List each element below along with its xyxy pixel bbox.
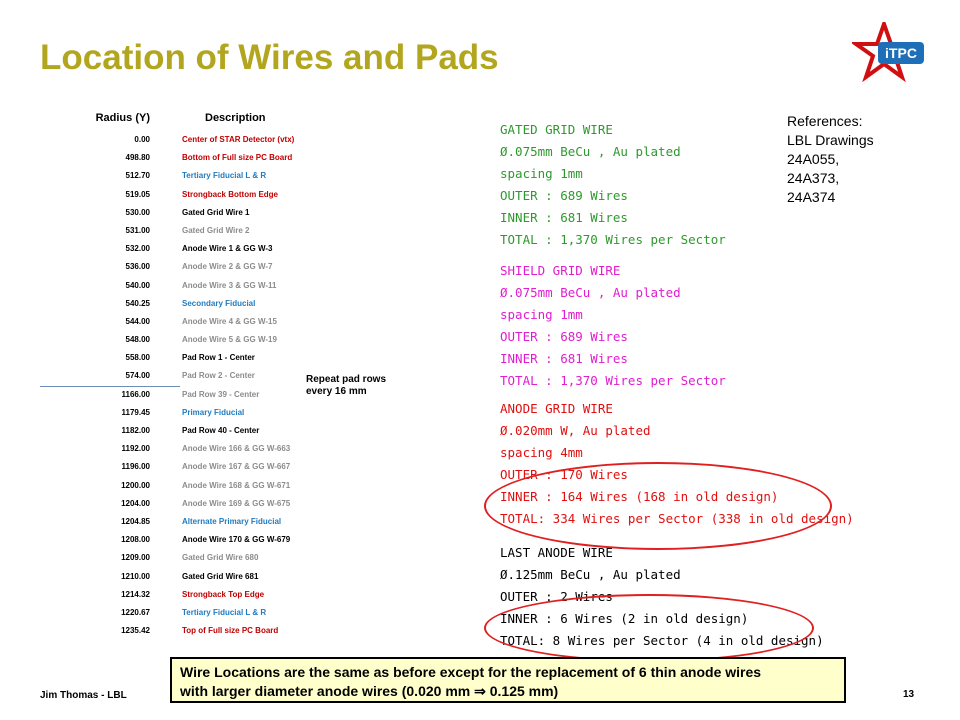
spec-line: SHIELD GRID WIRE (500, 263, 621, 278)
description-value: Primary Fiducial (182, 407, 245, 417)
itpc-star-logo (852, 22, 932, 82)
table-row (60, 476, 390, 494)
radius-value: 1209.00 (121, 553, 150, 563)
table-row (60, 166, 390, 184)
note-line: with larger diameter anode wires (0.020 mm ⇒ 0.125 mm) (180, 683, 559, 699)
radius-value: 1210.00 (121, 571, 150, 581)
highlight-ellipse-last-anode (484, 594, 814, 662)
spec-line: spacing 1mm (500, 307, 583, 322)
table-row (60, 421, 390, 439)
repeat-note (306, 374, 386, 398)
radius-value: 558.00 (125, 353, 150, 363)
radius-value: 512.70 (125, 171, 150, 181)
radius-value: 1214.32 (121, 589, 150, 599)
spec-line: INNER : 6 Wires (2 in old design) (500, 611, 749, 626)
description-value: Top of Full size PC Board (182, 626, 279, 636)
logo-text: iTPC (885, 45, 917, 61)
spec-line: TOTAL: 8 Wires per Sector (4 in old design) (500, 633, 824, 648)
table-row (60, 312, 390, 330)
radius-value: 0.00 (134, 135, 150, 144)
radius-value: 1204.85 (121, 516, 150, 526)
radius-value: 530.00 (125, 207, 150, 217)
references-line: 24A374 (787, 189, 836, 205)
spec-line: LAST ANODE WIRE (500, 545, 613, 560)
table-row (60, 457, 390, 475)
spec-line: TOTAL : 1,370 Wires per Sector (500, 232, 726, 247)
spec-line: INNER : 681 Wires (500, 351, 628, 366)
references-line: References: (787, 113, 863, 129)
note-line: Wire Locations are the same as before except for the replacement of 6 thin anode wires (180, 664, 762, 680)
page-number: 13 (903, 689, 915, 700)
description-value: Gated Grid Wire 1 (182, 207, 250, 217)
description-value: Alternate Primary Fiducial (182, 516, 282, 526)
radius-value: 1235.42 (121, 626, 150, 636)
table-row (60, 294, 390, 312)
references (787, 112, 874, 207)
description-value: Anode Wire 167 & GG W-667 (182, 462, 291, 472)
radius-value: 519.05 (125, 189, 150, 199)
table-row (60, 621, 390, 639)
description-value: Strongback Top Edge (182, 589, 265, 599)
description-value: Gated Grid Wire 681 (182, 571, 259, 581)
highlight-ellipse-anode (484, 462, 832, 550)
spec-line: INNER : 164 Wires (168 in old design) (500, 489, 779, 504)
description-value: Center of STAR Detector (vtx) (182, 135, 295, 144)
description-value: Anode Wire 3 & GG W-11 (182, 280, 277, 290)
description-value: Anode Wire 2 & GG W-7 (182, 262, 273, 272)
description-value: Bottom of Full size PC Board (182, 153, 293, 163)
table-row (60, 585, 390, 603)
table-row (60, 203, 390, 221)
table-row (60, 276, 390, 294)
table-row (60, 330, 390, 348)
references-line: 24A373, (787, 170, 840, 186)
table-row (60, 494, 390, 512)
spec-line: INNER : 681 Wires (500, 210, 628, 225)
spec-line: spacing 1mm (500, 166, 583, 181)
radius-value: 1208.00 (121, 535, 150, 545)
table-header (60, 110, 390, 130)
table-row (60, 348, 390, 366)
radius-value: 1166.00 (121, 389, 150, 399)
gated-grid-wire-spec (500, 119, 726, 251)
table-separator (40, 386, 180, 387)
description-value: Secondary Fiducial (182, 298, 256, 308)
radius-value: 532.00 (125, 244, 150, 254)
radius-value: 536.00 (125, 262, 150, 272)
radius-value: 574.00 (125, 371, 150, 381)
radius-value: 1196.00 (121, 462, 150, 472)
spec-line: OUTER : 689 Wires (500, 329, 628, 344)
radius-value: 1200.00 (121, 480, 150, 490)
table-row (60, 530, 390, 548)
spec-line: TOTAL : 1,370 Wires per Sector (500, 373, 726, 388)
radius-value: 1182.00 (121, 426, 150, 435)
page-title: Location of Wires and Pads (40, 38, 499, 77)
description-value: Pad Row 1 - Center (182, 353, 255, 363)
description-value: Anode Wire 5 & GG W-19 (182, 335, 277, 345)
spec-line: TOTAL: 334 Wires per Sector (338 in old design) (500, 511, 854, 526)
description-value: Gated Grid Wire 2 (182, 225, 250, 235)
description-value: Tertiary Fiducial L & R (182, 607, 267, 617)
table-row (60, 403, 390, 421)
spec-line: GATED GRID WIRE (500, 122, 613, 137)
spec-line: OUTER : 170 Wires (500, 467, 628, 482)
repeat-note-line: every 16 mm (306, 386, 367, 397)
table-row (60, 603, 390, 621)
spec-line: Ø.125mm BeCu , Au plated (500, 567, 681, 582)
table-row (60, 257, 390, 275)
description-value: Strongback Bottom Edge (182, 189, 279, 199)
spec-line: OUTER : 2 Wires (500, 589, 613, 604)
radius-value: 1220.67 (121, 607, 150, 617)
header-radius: Radius (Y) (95, 112, 150, 124)
description-value: Tertiary Fiducial L & R (182, 171, 267, 181)
table-row (60, 130, 390, 148)
description-value: Anode Wire 169 & GG W-675 (182, 498, 291, 508)
table-row (60, 567, 390, 585)
table-row (60, 439, 390, 457)
spec-line: Ø.075mm BeCu , Au plated (500, 285, 681, 300)
table-row (60, 148, 390, 166)
table-row (60, 239, 390, 257)
radius-value: 1179.45 (121, 407, 150, 417)
radius-value: 540.25 (125, 298, 150, 308)
description-value: Anode Wire 166 & GG W-663 (182, 444, 291, 454)
radius-value: 1192.00 (121, 444, 150, 454)
radius-value: 544.00 (125, 316, 150, 326)
radius-value: 1204.00 (121, 498, 150, 508)
spec-line: spacing 4mm (500, 445, 583, 460)
description-value: Anode Wire 4 & GG W-15 (182, 316, 277, 326)
description-value: Anode Wire 1 & GG W-3 (182, 244, 273, 254)
table-row (60, 221, 390, 239)
spec-line: ANODE GRID WIRE (500, 401, 613, 416)
radius-value: 531.00 (125, 225, 150, 235)
description-value: Gated Grid Wire 680 (182, 553, 259, 563)
description-value: Anode Wire 168 & GG W-671 (182, 480, 291, 490)
table-row (60, 185, 390, 203)
references-line: 24A055, (787, 151, 840, 167)
table-row (60, 512, 390, 530)
radius-value: 498.80 (125, 153, 150, 163)
radius-value: 540.00 (125, 280, 150, 290)
description-value: Pad Row 39 - Center (182, 389, 260, 399)
references-line: LBL Drawings (787, 132, 874, 148)
spec-line: OUTER : 689 Wires (500, 188, 628, 203)
description-value: Pad Row 40 - Center (182, 426, 260, 435)
header-description: Description (205, 112, 266, 124)
description-value: Anode Wire 170 & GG W-679 (182, 535, 291, 545)
radius-value: 548.00 (125, 335, 150, 345)
spec-line: Ø.020mm W, Au plated (500, 423, 651, 438)
shield-grid-wire-spec (500, 260, 726, 392)
spec-line: Ø.075mm BeCu , Au plated (500, 144, 681, 159)
callout-note (170, 657, 846, 703)
repeat-note-line: Repeat pad rows (306, 374, 387, 385)
description-value: Pad Row 2 - Center (182, 371, 255, 381)
table-row (60, 548, 390, 566)
footer-author: Jim Thomas - LBL (40, 690, 127, 701)
